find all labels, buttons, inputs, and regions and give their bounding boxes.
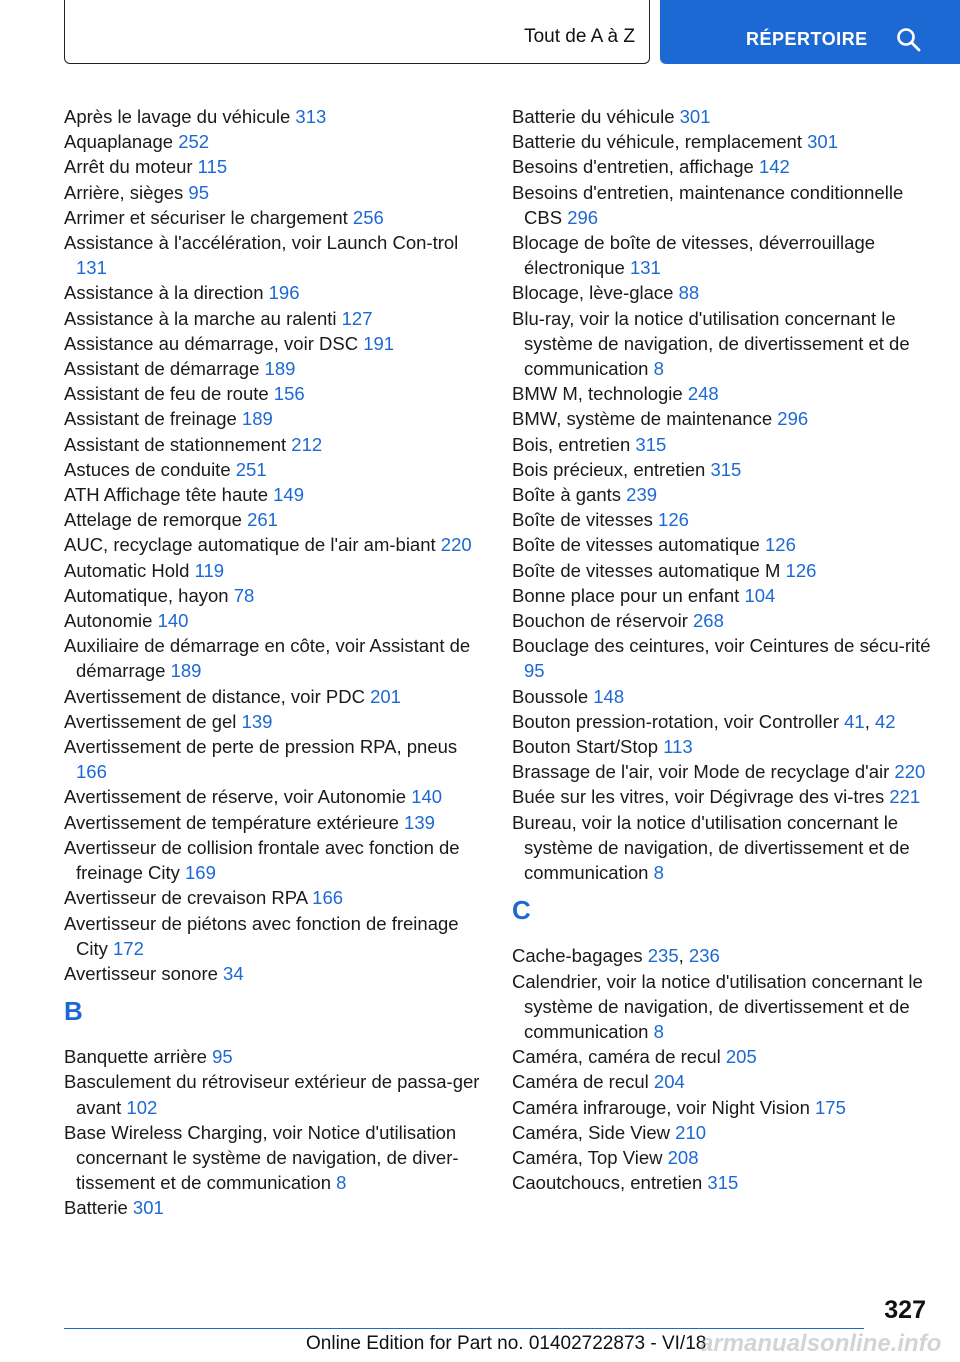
page-link[interactable]: 204 (653, 1071, 685, 1093)
index-entry (64, 482, 484, 507)
index-entry-text: Boîte de vitesses automatique (512, 534, 760, 556)
page-link[interactable]: 248 (687, 383, 719, 405)
index-entry-text: Bouton Start/Stop (512, 736, 659, 758)
page-link[interactable]: 301 (132, 1197, 164, 1219)
index-entry (512, 432, 932, 457)
page-link[interactable]: 201 (370, 685, 401, 707)
index-entry-text: Brassage de l'air, voir Mode de recyclage d'air (512, 761, 890, 783)
index-entry-text: Buée sur les vitres, voir Dégivrage des vi-tres (512, 786, 885, 808)
index-entry-text: Assistant de démarrage (64, 358, 260, 380)
tab-a-to-z-label: Tout de A à Z (524, 26, 635, 47)
index-entry (512, 507, 932, 532)
index-entry (64, 129, 484, 154)
index-entry (64, 406, 484, 431)
index-entry (64, 961, 484, 986)
index-entry-text: Assistant de feu de route (64, 383, 269, 405)
index-entry-text: Batterie (64, 1197, 128, 1219)
index-entry-text: Bouchon de réservoir (512, 610, 688, 632)
page-link[interactable]: 191 (363, 332, 395, 354)
index-entry-text: Arrêt du moteur (64, 156, 193, 178)
page-link[interactable]: 166 (76, 761, 107, 783)
index-entry-text: Avertissement de distance, voir PDC (64, 685, 365, 707)
page-link[interactable]: 127 (341, 307, 373, 329)
index-entry (512, 180, 932, 230)
index-entry (64, 356, 484, 381)
index-entry-text: Automatique, hayon (64, 584, 229, 606)
footer-divider (64, 1328, 864, 1329)
index-entry-text: Caméra infrarouge, voir Night Vision (512, 1096, 810, 1118)
page-link[interactable]: 119 (194, 559, 225, 581)
index-entry (64, 583, 484, 608)
index-entry (64, 331, 484, 356)
index-entry-text: Avertisseur sonore (64, 962, 218, 984)
index-entry: Cache-bagages 235, 236 (512, 945, 720, 967)
page-link[interactable]: 296 (777, 408, 809, 430)
page-link[interactable]: 210 (675, 1121, 707, 1143)
index-entry-text: Boussole (512, 685, 589, 707)
page-link[interactable]: 8 (336, 1172, 347, 1194)
index-entry (64, 633, 484, 683)
index-entry-text: Caméra, caméra de recul (512, 1046, 721, 1068)
index-entry-text: Blu-ray, voir la notice d'utilisation concernant le système de navigation, de divertissement et de communication (512, 307, 910, 380)
page-link[interactable]: 189 (241, 408, 273, 430)
index-entry (512, 784, 932, 809)
watermark: armanualsonline.info (700, 1330, 942, 1357)
page-link[interactable]: 140 (411, 786, 443, 808)
page-link[interactable]: 221 (889, 786, 921, 808)
page-link[interactable]: 189 (264, 358, 296, 380)
page-link[interactable]: 8 (653, 358, 664, 380)
index-entry-text: Banquette arrière (64, 1046, 207, 1068)
page-link[interactable]: 166 (312, 887, 344, 909)
page-link[interactable]: 131 (76, 257, 107, 279)
index-entry-text: Assistance au démarrage, voir DSC (64, 332, 359, 354)
index-entry (64, 1044, 484, 1069)
page-link[interactable]: 315 (635, 433, 667, 455)
index-entry (512, 684, 932, 709)
index-entry-text: ATH Affichage tête haute (64, 484, 268, 506)
index-entry-text: Arrière, sièges (64, 181, 184, 203)
index-entry-text: Boîte à gants (512, 484, 622, 506)
index-entry (64, 180, 484, 205)
index-entry-text: Arrimer et sécuriser le chargement (64, 206, 348, 228)
page-link[interactable]: 175 (815, 1096, 846, 1118)
index-entry-text: Cache-bagages (512, 945, 643, 967)
index-entry (512, 406, 932, 431)
page-link[interactable]: 149 (273, 484, 304, 506)
page-link[interactable]: 252 (178, 131, 210, 153)
index-entry-text: BMW M, technologie (512, 383, 683, 405)
index-entry (64, 835, 484, 885)
page-link[interactable]: 220 (440, 534, 472, 556)
page-link[interactable]: 220 (894, 761, 926, 783)
page-link[interactable]: 139 (241, 710, 273, 732)
index-entry-text: Bois, entretien (512, 433, 631, 455)
index-entry-text: Aquaplanage (64, 131, 174, 153)
page-link[interactable]: 172 (113, 937, 144, 959)
index-entry (64, 734, 484, 784)
index-entry (512, 230, 932, 280)
index-entry (512, 1120, 932, 1145)
page-link[interactable]: 315 (707, 1172, 739, 1194)
page-link[interactable]: 169 (185, 862, 216, 884)
index-entry (64, 608, 484, 633)
index-entry (512, 457, 932, 482)
page-link[interactable]: 115 (197, 156, 228, 178)
page-link[interactable]: 78 (233, 584, 255, 606)
index-entry-text: AUC, recyclage automatique de l'air am-biant (64, 534, 436, 556)
page-link[interactable]: 131 (629, 257, 661, 279)
index-entry-text: Base Wireless Charging, voir Notice d'utilisation concernant le système de navigation, de diver-tissement et de communication (64, 1121, 459, 1194)
page-link[interactable]: 140 (157, 610, 189, 632)
page-link[interactable]: 8 (653, 1020, 664, 1042)
index-entry (64, 306, 484, 331)
index-entry (512, 129, 932, 154)
page-link[interactable]: 239 (626, 484, 658, 506)
page-link[interactable]: 251 (235, 458, 267, 480)
index-entry (512, 1170, 932, 1195)
index-entry (512, 154, 932, 179)
index-entry-text: Caméra de recul (512, 1071, 649, 1093)
page-link[interactable]: 236 (688, 945, 720, 967)
index-entry (64, 457, 484, 482)
index-entry (64, 154, 484, 179)
page-link[interactable]: 208 (667, 1146, 699, 1168)
index-entry (512, 532, 932, 557)
index-entry-text: Calendrier, voir la notice d'utilisation concernant le système de navigation, de divertissement et de communication (512, 970, 923, 1042)
index-entry (64, 205, 484, 230)
index-entry (512, 759, 932, 784)
index-entry (512, 810, 932, 886)
page-link[interactable]: 95 (524, 660, 545, 682)
index-entry-text: Besoins d'entretien, maintenance conditionnelle CBS (512, 181, 904, 228)
page-link[interactable]: 104 (744, 584, 776, 606)
index-column-right (512, 104, 932, 1195)
page-link[interactable]: 301 (679, 106, 711, 127)
index-entry-text: BMW, système de maintenance (512, 408, 773, 430)
section-letter: B (64, 996, 83, 1027)
index-entry-text: Caméra, Side View (512, 1121, 671, 1143)
index-entry (64, 381, 484, 406)
index-entry (64, 784, 484, 809)
index-entry-text: Batterie du véhicule, remplacement (512, 131, 802, 153)
index-entry (512, 734, 932, 759)
page-link[interactable]: 126 (765, 534, 796, 556)
page-link[interactable]: 8 (653, 862, 664, 884)
page-link[interactable]: 235 (647, 945, 679, 967)
index-entry-text: Assistant de freinage (64, 408, 237, 430)
index-entry-text: Auxiliaire de démarrage en côte, voir Assistant de démarrage (64, 635, 471, 682)
index-entry-text: Après le lavage du véhicule (64, 106, 291, 127)
index-entry-text: Avertisseur de piétons avec fonction de freinage City (64, 912, 459, 959)
page-link[interactable]: 315 (710, 458, 742, 480)
page-link[interactable]: 148 (593, 685, 625, 707)
index-entry-text: Avertissement de perte de pression RPA, pneus (64, 736, 458, 758)
index-entry (512, 1044, 932, 1069)
index-entry (64, 1120, 484, 1196)
index-entry-text: Besoins d'entretien, affichage (512, 156, 754, 178)
index-entry-text: Batterie du véhicule (512, 106, 675, 127)
page-link[interactable]: 34 (223, 962, 244, 984)
page-link[interactable]: 156 (273, 383, 305, 405)
index-entry (512, 280, 932, 305)
index-entry (64, 709, 484, 734)
page-link[interactable]: 301 (807, 131, 838, 153)
index-entry (512, 583, 932, 608)
index-entry (512, 1069, 932, 1094)
index-entry-text: Caoutchoucs, entretien (512, 1172, 703, 1194)
index-entry-text: Bonne place pour un enfant (512, 584, 740, 606)
page-link[interactable]: 212 (291, 433, 323, 455)
index-entry (512, 381, 932, 406)
index-entry (64, 432, 484, 457)
page-link[interactable]: 142 (758, 156, 790, 178)
index-entry-text: Avertissement de gel (64, 710, 237, 732)
page-link[interactable]: 113 (663, 736, 693, 758)
index-entry (64, 104, 484, 129)
index-entry (64, 1195, 484, 1220)
index-entry-text: Assistant de stationnement (64, 433, 287, 455)
index-entry (512, 608, 932, 633)
page-link[interactable]: 296 (567, 206, 599, 228)
page-link[interactable]: 256 (352, 206, 384, 228)
index-entry-text: Bouclage des ceintures, voir Ceintures de sécu-rité (512, 635, 931, 657)
index-entry (64, 230, 484, 280)
index-entry-text: Assistance à la marche au ralenti (64, 307, 337, 329)
page-link[interactable]: 261 (247, 509, 278, 531)
directory-label: RÉPERTOIRE (746, 29, 868, 49)
index-entry (512, 633, 932, 683)
index-entry (512, 558, 932, 583)
index-entry (64, 885, 484, 910)
index-entry (64, 1069, 484, 1119)
tab-a-to-z[interactable] (64, 0, 650, 64)
page-link[interactable]: 139 (404, 811, 435, 833)
index-entry-text: Astuces de conduite (64, 458, 231, 480)
page-link[interactable]: 41 (844, 710, 865, 732)
index-entry-text: Assistance à l'accélération, voir Launch Con-trol (64, 232, 459, 254)
index-entry (64, 532, 484, 557)
index-entry: Bouton pression-rotation, voir Controller 41, 42 (512, 710, 896, 732)
page-link[interactable]: 102 (126, 1096, 158, 1118)
index-entry-text: Blocage de boîte de vitesses, déverrouillage électronique (512, 232, 876, 279)
index-entry-text: Caméra, Top View (512, 1146, 663, 1168)
index-entry-text: Bureau, voir la notice d'utilisation concernant le système de navigation, de divertissement et de communication (512, 811, 910, 884)
index-entry (64, 280, 484, 305)
index-entry (512, 482, 932, 507)
index-entry (64, 684, 484, 709)
index-entry (512, 969, 932, 1045)
index-entry-text: Avertisseur de crevaison RPA (64, 887, 308, 909)
index-entry-text: Avertissement de température extérieure (64, 811, 399, 833)
index-entry-text: Attelage de remorque (64, 509, 242, 531)
search-icon (896, 27, 922, 53)
page-link[interactable]: 268 (693, 610, 724, 632)
page-link[interactable]: 42 (875, 710, 896, 732)
index-entry-text: Basculement du rétroviseur extérieur de passa-ger avant (64, 1071, 480, 1118)
index-entry (512, 1095, 932, 1120)
page-link[interactable]: 126 (785, 559, 817, 581)
index-entry-text: Autonomie (64, 610, 153, 632)
page-link[interactable]: 95 (188, 181, 209, 203)
index-column-left (64, 104, 484, 1221)
index-entry (64, 810, 484, 835)
index-entry (512, 1145, 932, 1170)
index-entry-text: Blocage, lève-glace (512, 282, 674, 304)
page-link[interactable]: 95 (212, 1046, 233, 1068)
directory-button[interactable] (660, 0, 960, 64)
index-entry (512, 306, 932, 382)
index-entry (64, 507, 484, 532)
index-entry-text: Assistance à la direction (64, 282, 264, 304)
page-number: 327 (884, 1296, 926, 1324)
index-entry-text: Bois précieux, entretien (512, 458, 706, 480)
index-entry (512, 104, 932, 129)
page-link[interactable]: 196 (268, 282, 300, 304)
section-letter: C (512, 895, 531, 926)
index-entry (64, 558, 484, 583)
index-entry-text: Avertisseur de collision frontale avec fonction de freinage City (64, 836, 460, 884)
index-entry-text: Bouton pression-rotation, voir Controller (512, 710, 839, 732)
page-link[interactable]: 205 (725, 1046, 757, 1068)
index-entry-text: Boîte de vitesses (512, 509, 653, 531)
page-link[interactable]: 126 (658, 509, 689, 531)
page-link[interactable]: 189 (170, 660, 202, 682)
index-entry-text: Boîte de vitesses automatique M (512, 559, 781, 581)
index-entry-text: Avertissement de réserve, voir Autonomie (64, 786, 407, 808)
index-entry (64, 911, 484, 961)
page-link[interactable]: 88 (678, 282, 700, 304)
index-entry-text: Automatic Hold (64, 559, 190, 581)
page-link[interactable]: 313 (295, 106, 327, 127)
edition-footer: Online Edition for Part no. 01402722873 - VI/18 (306, 1333, 707, 1354)
